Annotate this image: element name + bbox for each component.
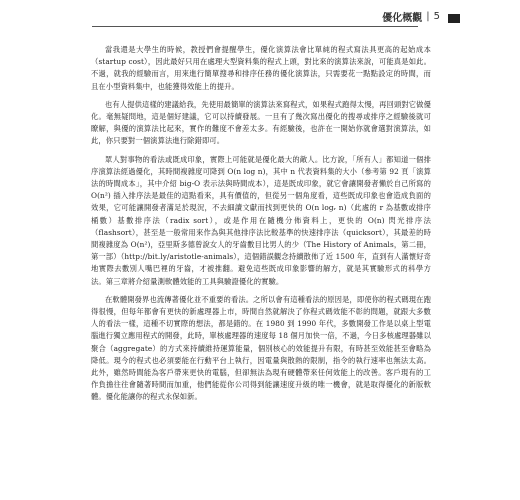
body-text [91, 44, 431, 410]
paragraph: 也有人提供這樣的建議給我，先使用最簡單的演算法來寫程式，如果程式跑得太慢，再回頭對它做優化。毫無疑問地，這是個好建議，它可以持續發展。一旦有了幾次寫出優化的搜尋或排序之經驗後就可瞭解，與優的演算法比起來，實作的難度不會差太多。有經驗後，也許在一開始你就會選對演算法，如此，你只要對一個演算法進行除錯即可。 [91, 99, 431, 146]
header-separator: | [426, 11, 430, 22]
page-number: 5 [433, 11, 440, 22]
corner-mark [448, 14, 460, 23]
paragraph: 當我還是大學生的時候，教授們會提醒學生，優化演算法會比單純的程式寫法具更高的起始成本（startup cost），因此最好只用在處理大型資料集的程式上頭，對比來的演算法來說，可能真是如此。不過，就我的經驗而言，用來進行簡單搜尋和排序任務的優化演算法，只需要花一點點設定的時間，而且在小型資料集中，也能獲得效能上的提升。 [91, 45, 431, 91]
paragraph: 眾人對事物的看法或既成印象，實際上可能就是優化最大的敵人。比方說，「所有人」都知道一個排序演算法經過優化，其時間複雜度可降到 O(n log n)，其中 n 代表資料集的大小（參考第 92 頁「演算法的時間成本」，其中介紹 big-O 表示法與時間成本），這是既成印象，就它會讓開發者懶於自己所寫的 O(n²) 插入排序法是最佳的這點看來，具有價值的，但從另一個角度看，這些既成印象也會造成負面的效果，它可能讓開發者滿足於現況，不去細讀文獻而找到更快的 O(n logᵣ n)（此處的 r 為基數或排序桶數）基數排序法（radix sort），或是作用在隨機分佈資料上，更快的 O(n) 閃光排序法（flashsort），甚至是一般常用來作為與其他排序法比較基準的快速排序法（quicksort），其最差的時間複雜度為 O(n²)，亞里斯多德曾說女人的牙齒數目比男人的少（The History of Animals，第二冊，第一部）（http://bit.ly/aristotle-animals），這個錯誤觀念持續散佈了近 1500 年，直到有人滿懷好奇地實際去數別人嘴巴裡的牙齒，才被推翻。避免這些既成印象影響的解方，就是其實驗形式的科學方法。第三章將介紹量測軟體效能的工具與驗證優化的實驗。 [91, 154, 431, 286]
running-head [382, 9, 440, 24]
header-rule [92, 26, 418, 27]
chapter-title: 優化概觀 [382, 13, 423, 24]
paragraph: 在軟體開發界也流傳著優化並不重要的看法。之所以會有這種看法的原因是，即使你的程式碼現在跑得很慢，但每年都會有更快的新處理器上市，時間自然就解決了你程式碼效能不彰的問題，就跟大多數人的看法一樣，這種不切實際的想法，都是錯的。在 1980 到 1990 年代，多數開發工作是以桌上型電腦進行獨立應用程式的開發，此時，單核處理器的速度每 18 個月加快一倍，不過，今日多核處理器雖以聚合（aggregate）的方式來持續維持運算能量，個別核心的效能提升有限，有時甚至效能甚至會略為降低。現今的程式也必須要能在行動平台上執行，因電量與散熱的限制，指令的執行速率也無法太高。此外，雖然時間能為客戶帶來更快的電腦，但卻無法為現有硬體帶來任何效能上的改善。客戶現有的工作負擔往往會隨著時間而加重，他們能從你公司得到能讓速度升級的唯一機會，就是取得優化的新版軟體。優化能讓你的程式永保如新。 [91, 294, 431, 402]
